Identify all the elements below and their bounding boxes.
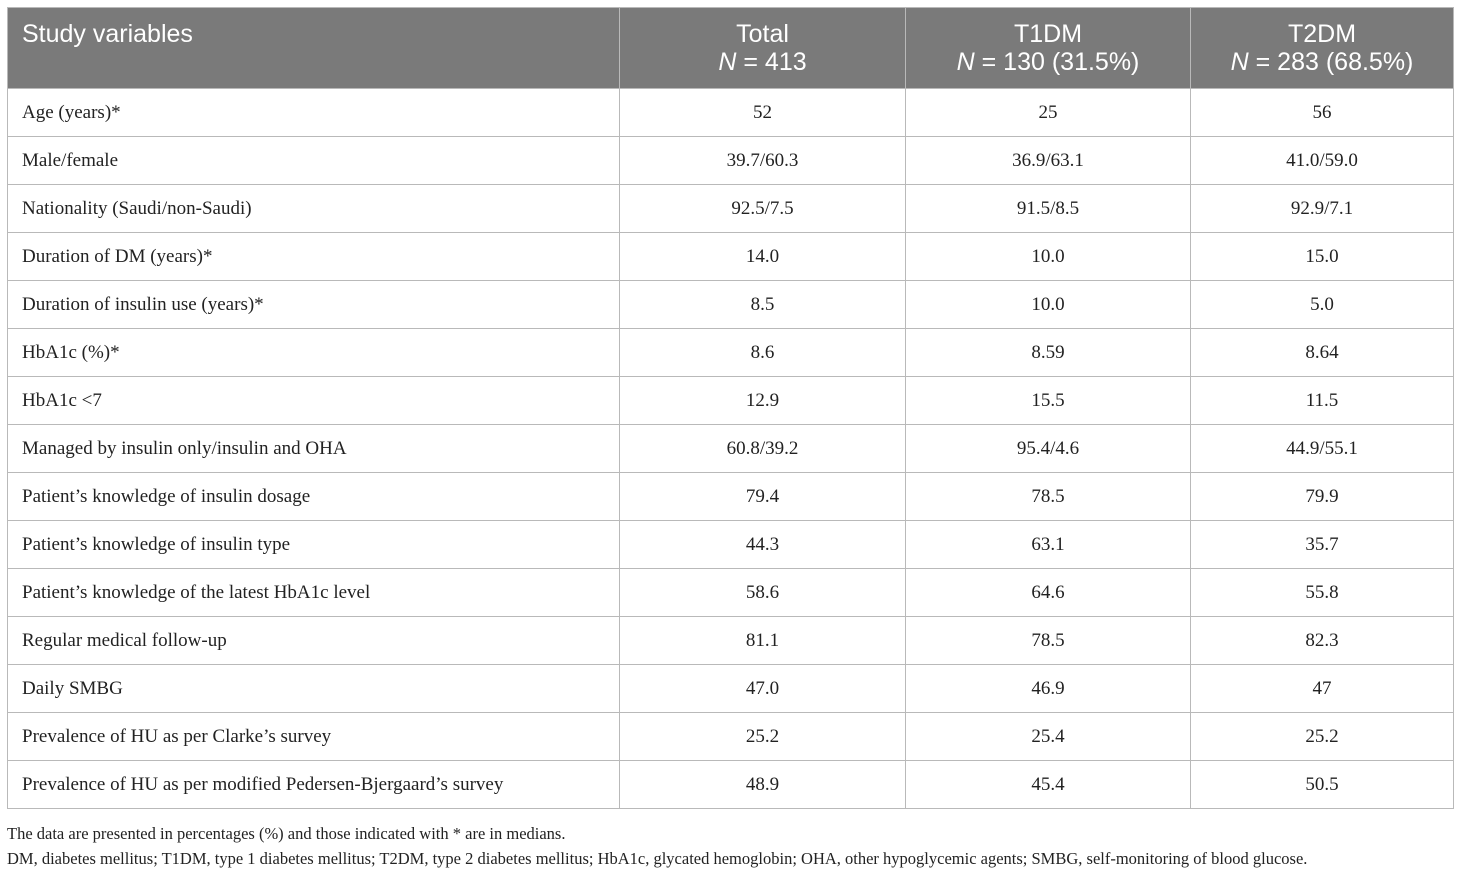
- t1dm-cell: 63.1: [906, 521, 1191, 569]
- table-row: [8, 521, 1454, 569]
- header-n-value: = 130 (31.5%): [974, 48, 1140, 76]
- t1dm-cell: 25.4: [906, 713, 1191, 761]
- header-count: [920, 48, 1176, 76]
- t1dm-cell: 10.0: [906, 233, 1191, 281]
- table-row: [8, 185, 1454, 233]
- t2dm-cell: 11.5: [1191, 377, 1454, 425]
- header-total: [620, 8, 906, 89]
- study-variables-table: [7, 7, 1454, 809]
- total-cell: 48.9: [620, 761, 906, 809]
- t1dm-cell: 78.5: [906, 617, 1191, 665]
- variable-cell: Prevalence of HU as per modified Pedersen-Bjergaard’s survey: [8, 761, 620, 809]
- t2dm-cell: 82.3: [1191, 617, 1454, 665]
- table-row: [8, 233, 1454, 281]
- t1dm-cell: 10.0: [906, 281, 1191, 329]
- variable-cell: HbA1c <7: [8, 377, 620, 425]
- t2dm-cell: 44.9/55.1: [1191, 425, 1454, 473]
- header-n-symbol: N: [1230, 48, 1249, 76]
- total-cell: 58.6: [620, 569, 906, 617]
- t1dm-cell: 46.9: [906, 665, 1191, 713]
- table-header: [8, 8, 1454, 89]
- table-row: [8, 569, 1454, 617]
- total-cell: 60.8/39.2: [620, 425, 906, 473]
- t1dm-cell: 25: [906, 89, 1191, 137]
- variable-cell: Managed by insulin only/insulin and OHA: [8, 425, 620, 473]
- table-row: [8, 665, 1454, 713]
- table-row: [8, 281, 1454, 329]
- variable-cell: Patient’s knowledge of the latest HbA1c level: [8, 569, 620, 617]
- total-cell: 25.2: [620, 713, 906, 761]
- total-cell: 52: [620, 89, 906, 137]
- header-label: T1DM: [1013, 20, 1083, 48]
- total-cell: 44.3: [620, 521, 906, 569]
- total-cell: 12.9: [620, 377, 906, 425]
- total-cell: 81.1: [620, 617, 906, 665]
- table-row: [8, 473, 1454, 521]
- t1dm-cell: 95.4/4.6: [906, 425, 1191, 473]
- variable-cell: Duration of insulin use (years)*: [8, 281, 620, 329]
- table-row: [8, 137, 1454, 185]
- header-count: [1205, 48, 1439, 76]
- t2dm-cell: 41.0/59.0: [1191, 137, 1454, 185]
- header-label: T2DM: [1287, 20, 1357, 48]
- t2dm-cell: 56: [1191, 89, 1454, 137]
- header-t2dm: [1191, 8, 1454, 89]
- header-study-variables: [8, 8, 620, 89]
- t1dm-cell: 8.59: [906, 329, 1191, 377]
- t2dm-cell: 5.0: [1191, 281, 1454, 329]
- variable-cell: Prevalence of HU as per Clarke’s survey: [8, 713, 620, 761]
- table-row: [8, 713, 1454, 761]
- header-n-symbol: N: [956, 48, 975, 76]
- t1dm-cell: 91.5/8.5: [906, 185, 1191, 233]
- total-cell: 79.4: [620, 473, 906, 521]
- total-cell: 92.5/7.5: [620, 185, 906, 233]
- t2dm-cell: 15.0: [1191, 233, 1454, 281]
- footnote-abbreviations: DM, diabetes mellitus; T1DM, type 1 diabetes mellitus; T2DM, type 2 diabetes mellitus; HbA1c, glycated hemoglobin; OHA, other hypoglycemic agents; SMBG, self-monitoring of blood glucose.: [7, 849, 1308, 868]
- table-footnotes: [7, 821, 1453, 871]
- header-label: Study variables: [22, 20, 193, 48]
- variable-cell: Age (years)*: [8, 89, 620, 137]
- header-count: [634, 48, 891, 76]
- variable-cell: Daily SMBG: [8, 665, 620, 713]
- header-row: [8, 8, 1454, 89]
- table-body: [8, 89, 1454, 809]
- variable-cell: Regular medical follow-up: [8, 617, 620, 665]
- header-label: Total: [736, 20, 789, 48]
- t1dm-cell: 15.5: [906, 377, 1191, 425]
- t2dm-cell: 8.64: [1191, 329, 1454, 377]
- t2dm-cell: 25.2: [1191, 713, 1454, 761]
- total-cell: 39.7/60.3: [620, 137, 906, 185]
- table-row: [8, 425, 1454, 473]
- t2dm-cell: 79.9: [1191, 473, 1454, 521]
- total-cell: 8.5: [620, 281, 906, 329]
- table-row: [8, 89, 1454, 137]
- table-row: [8, 617, 1454, 665]
- t1dm-cell: 64.6: [906, 569, 1191, 617]
- total-cell: 14.0: [620, 233, 906, 281]
- table-row: [8, 761, 1454, 809]
- total-cell: 47.0: [620, 665, 906, 713]
- total-cell: 8.6: [620, 329, 906, 377]
- header-n-value: = 413: [736, 48, 807, 76]
- variable-cell: Nationality (Saudi/non-Saudi): [8, 185, 620, 233]
- t1dm-cell: 45.4: [906, 761, 1191, 809]
- variable-cell: Patient’s knowledge of insulin type: [8, 521, 620, 569]
- variable-cell: Duration of DM (years)*: [8, 233, 620, 281]
- variable-cell: HbA1c (%)*: [8, 329, 620, 377]
- t2dm-cell: 47: [1191, 665, 1454, 713]
- variable-cell: Patient’s knowledge of insulin dosage: [8, 473, 620, 521]
- t1dm-cell: 36.9/63.1: [906, 137, 1191, 185]
- t2dm-cell: 92.9/7.1: [1191, 185, 1454, 233]
- t2dm-cell: 55.8: [1191, 569, 1454, 617]
- t2dm-cell: 50.5: [1191, 761, 1454, 809]
- header-n-symbol: N: [718, 48, 737, 76]
- t2dm-cell: 35.7: [1191, 521, 1454, 569]
- table-row: [8, 329, 1454, 377]
- variable-cell: Male/female: [8, 137, 620, 185]
- header-n-value: = 283 (68.5%): [1248, 48, 1414, 76]
- t1dm-cell: 78.5: [906, 473, 1191, 521]
- study-variables-table-container: [7, 7, 1453, 809]
- table-row: [8, 377, 1454, 425]
- footnote-data-format: The data are presented in percentages (%) and those indicated with * are in medians.: [7, 824, 566, 843]
- header-t1dm: [906, 8, 1191, 89]
